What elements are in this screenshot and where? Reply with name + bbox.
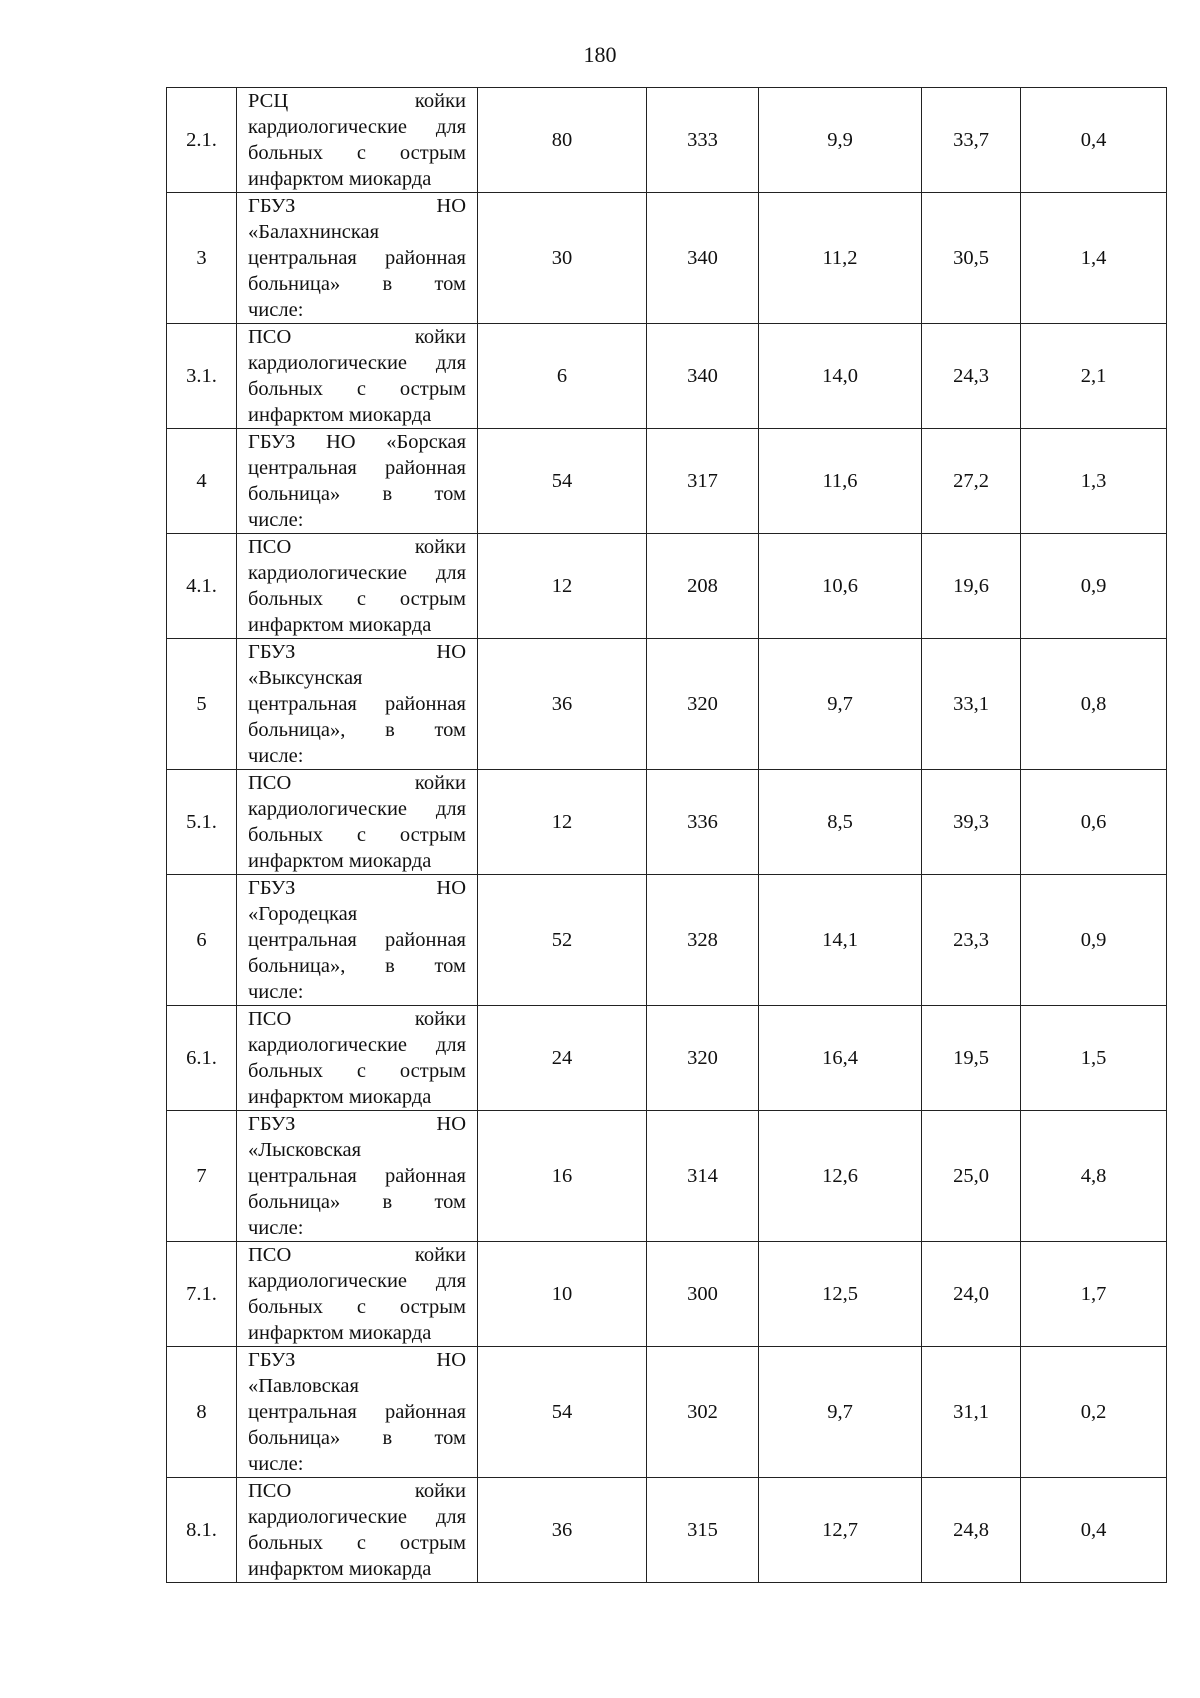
name-line: ПСО койки [248, 1480, 466, 1502]
value-cell-c2: 320 [647, 1006, 759, 1111]
name-line: центральная районная [248, 1165, 466, 1187]
value-cell-c3: 12,5 [759, 1242, 922, 1347]
name-line: «Балахнинская [248, 221, 380, 243]
name-line: ГБУЗ НО [248, 195, 466, 217]
value-cell-c3: 14,0 [759, 324, 922, 429]
name-line: ГБУЗ НО [248, 1113, 466, 1135]
table-row [167, 1242, 1167, 1347]
name-line: ПСО койки [248, 772, 466, 794]
name-line: центральная районная [248, 1401, 466, 1423]
name-line: больница», в том [248, 719, 466, 741]
institution-name-cell [237, 1242, 478, 1347]
name-line: «Павловская [248, 1375, 359, 1397]
value-cell-c1: 54 [478, 429, 647, 534]
value-cell-c5: 1,7 [1021, 1242, 1167, 1347]
value-cell-c1: 24 [478, 1006, 647, 1111]
name-line: ПСО койки [248, 1008, 466, 1030]
value-cell-c2: 300 [647, 1242, 759, 1347]
row-number-cell: 6 [167, 875, 237, 1006]
value-cell-c3: 12,6 [759, 1111, 922, 1242]
table-row [167, 1006, 1167, 1111]
institution-name-cell [237, 534, 478, 639]
name-line: числе: [248, 509, 304, 531]
institution-name-cell [237, 1006, 478, 1111]
institution-name-cell [237, 193, 478, 324]
value-cell-c5: 0,4 [1021, 88, 1167, 193]
page-number: 180 [583, 42, 617, 67]
name-line: инфарктом миокарда [248, 1558, 432, 1580]
institution-name-cell [237, 1347, 478, 1478]
name-line: центральная районная [248, 457, 466, 479]
name-line: инфарктом миокарда [248, 850, 432, 872]
name-line: больных с острым [248, 142, 466, 164]
table-body [167, 88, 1167, 1583]
name-line: числе: [248, 1217, 304, 1239]
name-line: кардиологические для [248, 1506, 466, 1528]
value-cell-c3: 14,1 [759, 875, 922, 1006]
value-cell-c1: 36 [478, 1478, 647, 1583]
value-cell-c5: 0,4 [1021, 1478, 1167, 1583]
value-cell-c2: 302 [647, 1347, 759, 1478]
value-cell-c3: 11,6 [759, 429, 922, 534]
row-number-cell: 8 [167, 1347, 237, 1478]
name-line: «Городецкая [248, 903, 358, 925]
value-cell-c1: 54 [478, 1347, 647, 1478]
name-line: больница» в том [248, 1427, 466, 1449]
value-cell-c1: 10 [478, 1242, 647, 1347]
name-line: ПСО койки [248, 536, 466, 558]
institution-name-cell [237, 324, 478, 429]
name-line: ПСО койки [248, 326, 466, 348]
value-cell-c1: 16 [478, 1111, 647, 1242]
name-line: центральная районная [248, 693, 466, 715]
name-line: инфарктом миокарда [248, 614, 432, 636]
name-line: больница», в том [248, 955, 466, 977]
institution-name-cell [237, 1478, 478, 1583]
row-number-cell: 2.1. [167, 88, 237, 193]
name-line: инфарктом миокарда [248, 1322, 432, 1344]
institution-name-cell [237, 770, 478, 875]
name-line: больница» в том [248, 1191, 466, 1213]
name-line: числе: [248, 299, 304, 321]
row-number-cell: 3 [167, 193, 237, 324]
value-cell-c5: 2,1 [1021, 324, 1167, 429]
table-row [167, 1347, 1167, 1478]
value-cell-c4: 33,7 [922, 88, 1021, 193]
value-cell-c2: 336 [647, 770, 759, 875]
value-cell-c5: 0,9 [1021, 875, 1167, 1006]
row-number-cell: 8.1. [167, 1478, 237, 1583]
table-row [167, 429, 1167, 534]
value-cell-c4: 39,3 [922, 770, 1021, 875]
name-line: больных с острым [248, 378, 466, 400]
name-line: кардиологические для [248, 352, 466, 374]
value-cell-c3: 16,4 [759, 1006, 922, 1111]
table-row [167, 1111, 1167, 1242]
row-number-cell: 7.1. [167, 1242, 237, 1347]
value-cell-c3: 9,7 [759, 639, 922, 770]
value-cell-c1: 80 [478, 88, 647, 193]
institution-name-cell [237, 1111, 478, 1242]
value-cell-c5: 1,4 [1021, 193, 1167, 324]
value-cell-c5: 1,5 [1021, 1006, 1167, 1111]
value-cell-c4: 33,1 [922, 639, 1021, 770]
name-line: «Лысковская [248, 1139, 362, 1161]
name-line: больница» в том [248, 483, 466, 505]
name-line: инфарктом миокарда [248, 1086, 432, 1108]
value-cell-c4: 30,5 [922, 193, 1021, 324]
value-cell-c1: 36 [478, 639, 647, 770]
name-line: ГБУЗ НО [248, 641, 466, 663]
value-cell-c2: 317 [647, 429, 759, 534]
value-cell-c3: 10,6 [759, 534, 922, 639]
name-line: больных с острым [248, 1532, 466, 1554]
institution-name-cell [237, 639, 478, 770]
table-row [167, 88, 1167, 193]
name-line: больных с острым [248, 1296, 466, 1318]
value-cell-c5: 4,8 [1021, 1111, 1167, 1242]
name-line: числе: [248, 1453, 304, 1475]
value-cell-c1: 12 [478, 534, 647, 639]
row-number-cell: 5.1. [167, 770, 237, 875]
value-cell-c3: 12,7 [759, 1478, 922, 1583]
name-line: кардиологические для [248, 116, 466, 138]
value-cell-c2: 208 [647, 534, 759, 639]
name-line: инфарктом миокарда [248, 404, 432, 426]
value-cell-c4: 24,0 [922, 1242, 1021, 1347]
name-line: числе: [248, 981, 304, 1003]
value-cell-c2: 315 [647, 1478, 759, 1583]
institution-name-cell [237, 88, 478, 193]
value-cell-c3: 9,9 [759, 88, 922, 193]
row-number-cell: 4 [167, 429, 237, 534]
value-cell-c1: 52 [478, 875, 647, 1006]
row-number-cell: 4.1. [167, 534, 237, 639]
value-cell-c5: 0,2 [1021, 1347, 1167, 1478]
name-line: инфарктом миокарда [248, 168, 432, 190]
value-cell-c2: 333 [647, 88, 759, 193]
value-cell-c2: 314 [647, 1111, 759, 1242]
table-row [167, 324, 1167, 429]
name-line: ГБУЗ НО [248, 877, 466, 899]
row-number-cell: 7 [167, 1111, 237, 1242]
table-row [167, 534, 1167, 639]
value-cell-c1: 6 [478, 324, 647, 429]
row-number-cell: 3.1. [167, 324, 237, 429]
name-line: кардиологические для [248, 1270, 466, 1292]
table-row [167, 1478, 1167, 1583]
value-cell-c2: 340 [647, 324, 759, 429]
value-cell-c3: 9,7 [759, 1347, 922, 1478]
value-cell-c4: 19,5 [922, 1006, 1021, 1111]
value-cell-c4: 31,1 [922, 1347, 1021, 1478]
value-cell-c4: 23,3 [922, 875, 1021, 1006]
name-line: кардиологические для [248, 798, 466, 820]
name-line: больных с острым [248, 1060, 466, 1082]
value-cell-c5: 0,6 [1021, 770, 1167, 875]
value-cell-c4: 24,3 [922, 324, 1021, 429]
value-cell-c3: 11,2 [759, 193, 922, 324]
name-line: больных с острым [248, 824, 466, 846]
row-number-cell: 5 [167, 639, 237, 770]
name-line: числе: [248, 745, 304, 767]
value-cell-c3: 8,5 [759, 770, 922, 875]
name-line: больных с острым [248, 588, 466, 610]
name-line: кардиологические для [248, 1034, 466, 1056]
value-cell-c5: 0,9 [1021, 534, 1167, 639]
table-row [167, 770, 1167, 875]
value-cell-c2: 320 [647, 639, 759, 770]
value-cell-c4: 24,8 [922, 1478, 1021, 1583]
name-line: больница» в том [248, 273, 466, 295]
name-line: центральная районная [248, 929, 466, 951]
value-cell-c4: 27,2 [922, 429, 1021, 534]
value-cell-c5: 0,8 [1021, 639, 1167, 770]
name-line: ПСО койки [248, 1244, 466, 1266]
name-line: ГБУЗ НО «Борская [248, 431, 466, 453]
institution-name-cell [237, 875, 478, 1006]
value-cell-c1: 12 [478, 770, 647, 875]
name-line: центральная районная [248, 247, 466, 269]
value-cell-c2: 328 [647, 875, 759, 1006]
name-line: РСЦ койки [248, 90, 466, 112]
value-cell-c1: 30 [478, 193, 647, 324]
table-row [167, 639, 1167, 770]
value-cell-c4: 19,6 [922, 534, 1021, 639]
data-table [166, 87, 1167, 1583]
institution-name-cell [237, 429, 478, 534]
name-line: кардиологические для [248, 562, 466, 584]
value-cell-c5: 1,3 [1021, 429, 1167, 534]
row-number-cell: 6.1. [167, 1006, 237, 1111]
value-cell-c2: 340 [647, 193, 759, 324]
table-row [167, 875, 1167, 1006]
table-row [167, 193, 1167, 324]
name-line: «Выксунская [248, 667, 363, 689]
name-line: ГБУЗ НО [248, 1349, 466, 1371]
value-cell-c4: 25,0 [922, 1111, 1021, 1242]
